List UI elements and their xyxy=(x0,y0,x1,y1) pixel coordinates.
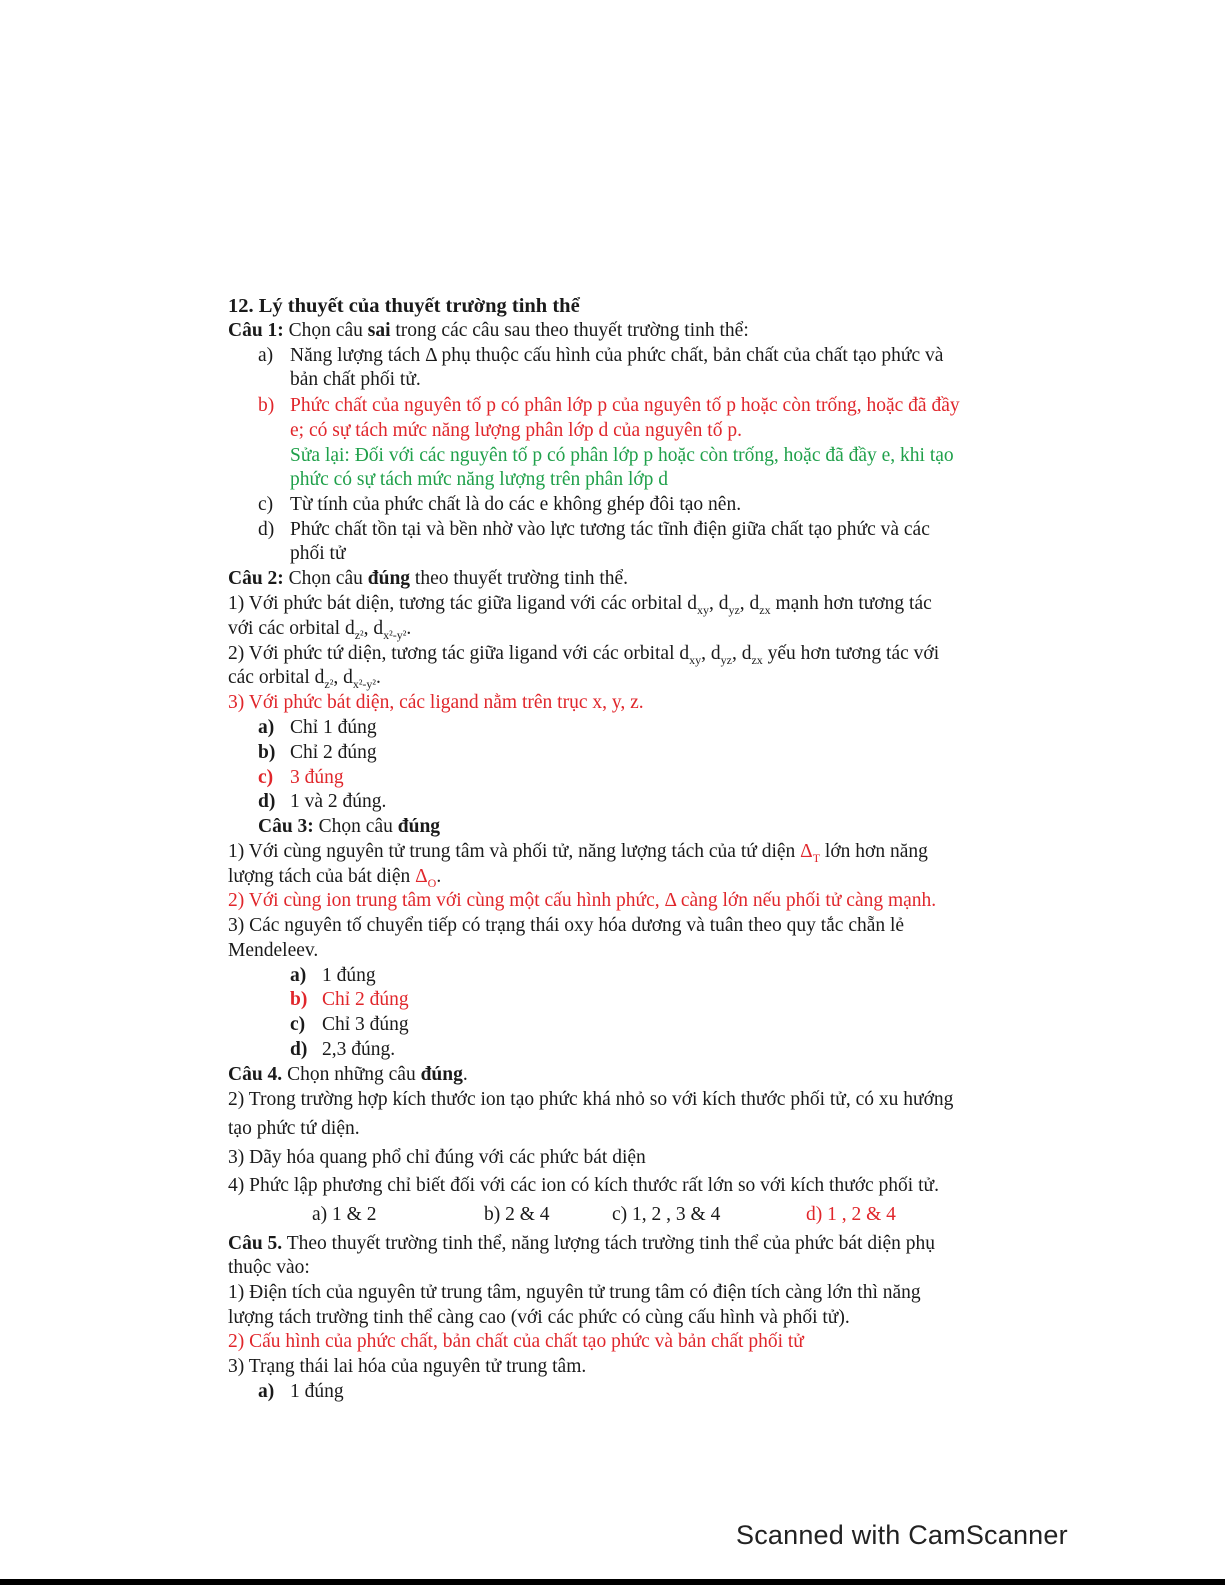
q1-label: Câu 1: xyxy=(228,320,284,341)
q2-option-d: d) 1 và 2 đúng. xyxy=(258,791,387,812)
q4-label: Câu 4. xyxy=(228,1064,283,1085)
q1-prompt: Câu 1: Chọn câu sai trong các câu sau theo thuyết trường tinh thể: xyxy=(228,320,749,341)
q5-prompt-cont: thuộc vào: xyxy=(228,1257,310,1278)
q2-statement-1: 1) Với phức bát diện, tương tác giữa ligand với các orbital $d_{xy}$, $d_{yz}$, $d_{zx}$ mạnh hơn tương tác xyxy=(228,593,932,617)
q2-option-b: b) Chỉ 2 đúng xyxy=(258,742,377,763)
q1-correction-cont: phức có sự tách mức năng lượng trên phân lớp d xyxy=(290,469,669,490)
q2-statement-2-cont: các orbital $d_{z^2}$, $d_{x^2-y^2}$. xyxy=(228,667,381,691)
q3-option-b: b) Chỉ 2 đúng xyxy=(290,989,409,1010)
q5-option-a: a) 1 đúng xyxy=(258,1381,344,1402)
q1-option-c: c) Từ tính của phức chất là do các e không ghép đôi tạo nên. xyxy=(258,494,742,515)
q5-statement-1-cont: lượng tách trường tinh thể càng cao (với các phức có cùng cấu hình và phối tử). xyxy=(228,1307,850,1328)
q3-option-d: d) 2,3 đúng. xyxy=(290,1039,396,1060)
q1-option-a-cont: bản chất phối tử. xyxy=(290,369,421,390)
q4-option-b: b) 2 & 4 xyxy=(484,1204,550,1225)
q3-statement-2: 2) Với cùng ion trung tâm với cùng một cấu hình phức, Δ càng lớn nếu phối tử càng mạnh. xyxy=(228,890,937,911)
q2-option-a: a) Chỉ 1 đúng xyxy=(258,717,377,738)
q1-option-b: b) Phức chất của nguyên tố p có phân lớp p của nguyên tố p hoặc còn trống, hoặc đã đầy xyxy=(258,395,960,416)
q4-option-c: c) 1, 2 , 3 & 4 xyxy=(612,1204,721,1225)
q5-label: Câu 5. xyxy=(228,1233,283,1254)
q3-statement-1: 1) Với cùng nguyên tử trung tâm và phối tử, năng lượng tách của tứ diện $\Delta_T$ lớn hơn năng xyxy=(228,841,928,865)
q4-statement-2-cont: tạo phức tứ diện. xyxy=(228,1118,360,1139)
q2-statement-2: 2) Với phức tứ diện, tương tác giữa ligand với các orbital $d_{xy}$, $d_{yz}$, $d_{zx}$ yếu hơn tương tác với xyxy=(228,643,940,667)
q5-statement-1: 1) Điện tích của nguyên tử trung tâm, nguyên tử trung tâm có điện tích càng lớn thì năng xyxy=(228,1282,921,1303)
q1-option-b-cont: e; có sự tách mức năng lượng phân lớp d của nguyên tố p. xyxy=(290,420,742,441)
q4-prompt: Câu 4. Chọn những câu đúng. xyxy=(228,1064,468,1085)
q3-statement-1-cont: lượng tách của bát diện $\Delta_O$. xyxy=(228,866,442,890)
q3-prompt: Câu 3: Chọn câu đúng xyxy=(258,816,441,837)
q1-option-d-cont: phối tử xyxy=(290,543,346,564)
q5-statement-3: 3) Trạng thái lai hóa của nguyên tử trung tâm. xyxy=(228,1356,587,1377)
q1-option-a: a) Năng lượng tách Δ phụ thuộc cấu hình của phức chất, bản chất của chất tạo phức và xyxy=(258,345,944,366)
q1-option-d: d) Phức chất tồn tại và bền nhờ vào lực tương tác tĩnh điện giữa chất tạo phức và các xyxy=(258,519,930,540)
q3-statement-3-cont: Mendeleev. xyxy=(228,940,319,961)
q5-prompt: Câu 5. Theo thuyết trường tinh thể, năng lượng tách trường tinh thể của phức bát diện phụ xyxy=(228,1233,936,1254)
q4-statement-2: 2) Trong trường hợp kích thước ion tạo phức khá nhỏ so với kích thước phối tử, có xu hướng xyxy=(228,1089,954,1110)
q3-option-a: a) 1 đúng xyxy=(290,965,376,986)
q2-statement-1-cont: với các orbital $d_{z^2}$, $d_{x^2-y^2}$. xyxy=(228,618,412,642)
q3-statement-3: 3) Các nguyên tố chuyển tiếp có trạng thái oxy hóa dương và tuân theo quy tắc chẵn lẻ xyxy=(228,915,905,936)
q4-option-d: d) 1 , 2 & 4 xyxy=(806,1204,896,1225)
q4-statement-3: 3) Dãy hóa quang phổ chỉ đúng với các phức bát diện xyxy=(228,1147,646,1168)
q4-option-a: a) 1 & 2 xyxy=(312,1204,377,1225)
section-title: 12. Lý thuyết của thuyết trường tinh thể xyxy=(228,295,580,317)
q2-option-c: c) 3 đúng xyxy=(258,767,344,788)
camscanner-watermark: Scanned with CamScanner xyxy=(736,1520,1068,1550)
q2-label: Câu 2: xyxy=(228,568,284,589)
q4-statement-4: 4) Phức lập phương chỉ biết đối với các ion có kích thước rất lớn so với kích thước phối tử. xyxy=(228,1175,939,1196)
q3-label: Câu 3: xyxy=(258,816,314,837)
q2-prompt: Câu 2: Chọn câu đúng theo thuyết trường tinh thể. xyxy=(228,568,629,589)
q2-statement-3: 3) Với phức bát diện, các ligand nằm trên trục x, y, z. xyxy=(228,692,644,713)
bottom-border xyxy=(0,1579,1225,1585)
q1-correction: Sửa lại: Đối với các nguyên tố p có phân lớp p hoặc còn trống, hoặc đã đầy e, khi tạo xyxy=(290,445,954,466)
q5-statement-2: 2) Cấu hình của phức chất, bản chất của chất tạo phức và bản chất phối tử xyxy=(228,1331,804,1352)
q3-option-c: c) Chỉ 3 đúng xyxy=(290,1014,409,1035)
